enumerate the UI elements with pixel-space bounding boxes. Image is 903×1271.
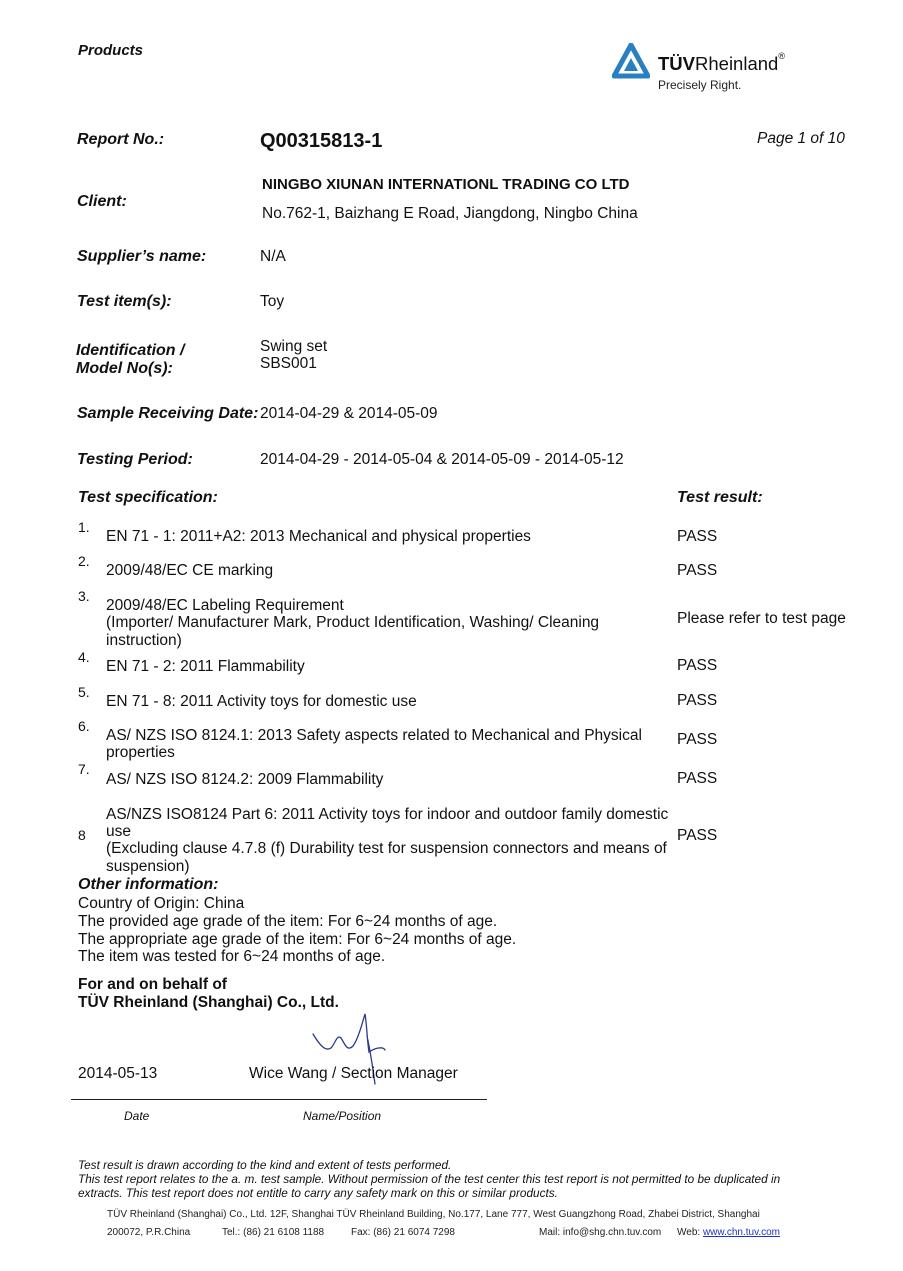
supplier-label: Supplier’s name: bbox=[77, 248, 207, 265]
testing-period-value: 2014-04-29 - 2014-05-04 & 2014-05-09 - 2014-05-12 bbox=[260, 451, 624, 468]
receiving-date-value: 2014-04-29 & 2014-05-09 bbox=[260, 405, 438, 422]
signatory-name-position: Wice Wang / Section Manager bbox=[249, 1065, 458, 1082]
page-indicator: Page 1 of 10 bbox=[757, 130, 845, 147]
spec-row-result: PASS bbox=[677, 770, 718, 787]
footer-tel: Tel.: (86) 21 6108 1188 bbox=[222, 1227, 325, 1238]
testing-period-label: Testing Period: bbox=[77, 451, 193, 468]
company-name: TÜV Rheinland (Shanghai) Co., Ltd. bbox=[78, 994, 339, 1011]
footer-note-line: extracts. This test report does not entitle to carry any safety mark on this or similar products. bbox=[78, 1186, 558, 1200]
signature-date: 2014-05-13 bbox=[78, 1065, 158, 1082]
footer-fax: Fax: (86) 21 6074 7298 bbox=[351, 1227, 455, 1238]
footer-mail: Mail: info@shg.chn.tuv.com bbox=[539, 1227, 662, 1238]
spec-row-text: properties bbox=[106, 744, 175, 761]
client-label: Client: bbox=[77, 193, 127, 210]
spec-row-result: PASS bbox=[677, 562, 718, 579]
spec-row-text: 2009/48/EC CE marking bbox=[106, 562, 274, 579]
other-info-block bbox=[78, 895, 516, 966]
model-no-label: Model No(s): bbox=[76, 360, 173, 377]
footer-web-label: Web: bbox=[677, 1227, 701, 1238]
report-no-label: Report No.: bbox=[77, 131, 165, 148]
spec-row-number: 7. bbox=[78, 761, 90, 777]
footer-note-line: This test report relates to the a. m. test sample. Without permission of the test center this test report is not permitted to be duplicated in bbox=[78, 1172, 781, 1186]
test-result-header: Test result: bbox=[677, 489, 763, 506]
spec-row-text: AS/NZS ISO8124 Part 6: 2011 Activity toys for indoor and outdoor family domestic bbox=[106, 806, 669, 823]
spec-row-text: AS/ NZS ISO 8124.1: 2013 Safety aspects related to Mechanical and Physical bbox=[106, 727, 642, 744]
spec-row-number: 6. bbox=[78, 718, 90, 734]
supplier-value: N/A bbox=[260, 248, 286, 265]
brand-tagline: Precisely Right. bbox=[658, 78, 742, 92]
spec-row-number: 3. bbox=[78, 588, 90, 604]
spec-row-text: EN 71 - 2: 2011 Flammability bbox=[106, 658, 305, 675]
spec-row-text: EN 71 - 8: 2011 Activity toys for domestic use bbox=[106, 693, 417, 710]
spec-row-result: PASS bbox=[677, 827, 718, 844]
identification-label: Identification / bbox=[76, 342, 185, 359]
test-item-label: Test item(s): bbox=[77, 293, 172, 310]
spec-row-number: 5. bbox=[78, 684, 90, 700]
other-info-line: The appropriate age grade of the item: For 6~24 months of age. bbox=[78, 930, 517, 948]
spec-row-result: PASS bbox=[677, 692, 718, 709]
tuv-triangle-icon bbox=[612, 43, 650, 79]
spec-row-text: AS/ NZS ISO 8124.2: 2009 Flammability bbox=[106, 771, 384, 788]
client-name: NINGBO XIUNAN INTERNATIONL TRADING CO LTD bbox=[262, 176, 630, 193]
footer-note-line: Test result is drawn according to the kind and extent of tests performed. bbox=[78, 1158, 452, 1172]
spec-row-text: (Importer/ Manufacturer Mark, Product Identification, Washing/ Cleaning bbox=[106, 614, 600, 631]
spec-row-number: 8 bbox=[78, 827, 86, 843]
footer-web-link[interactable]: www.chn.tuv.com bbox=[702, 1227, 781, 1238]
date-caption: Date bbox=[124, 1109, 150, 1123]
spec-row-result: PASS bbox=[677, 657, 718, 674]
spec-row-text: suspension) bbox=[106, 858, 190, 875]
footer-web bbox=[677, 1227, 780, 1238]
spec-row-result: PASS bbox=[677, 528, 718, 545]
other-info-line: Country of Origin: China bbox=[78, 895, 245, 912]
spec-row-text: EN 71 - 1: 2011+A2: 2013 Mechanical and physical properties bbox=[106, 528, 531, 545]
brand-logo: TÜVRheinland® bbox=[658, 51, 785, 74]
on-behalf-block bbox=[78, 976, 339, 1012]
other-info-line: The provided age grade of the item: For 6~24 months of age. bbox=[78, 912, 498, 930]
on-behalf-line: For and on behalf of bbox=[78, 976, 227, 993]
footer-postcode: 200072, P.R.China bbox=[107, 1227, 191, 1238]
spec-row-result: Please refer to test page bbox=[677, 610, 846, 627]
spec-row-text: use bbox=[106, 823, 131, 840]
report-no-value: Q00315813-1 bbox=[260, 130, 383, 152]
name-position-caption: Name/Position bbox=[303, 1109, 382, 1123]
client-address: No.762-1, Baizhang E Road, Jiangdong, Ningbo China bbox=[262, 205, 638, 222]
test-item-value: Toy bbox=[260, 293, 285, 310]
other-info-label: Other information: bbox=[78, 876, 219, 893]
footer-notes bbox=[78, 1158, 780, 1200]
other-info-line: The item was tested for 6~24 months of age. bbox=[78, 948, 386, 966]
spec-row-result: PASS bbox=[677, 731, 718, 748]
model-no-value: SBS001 bbox=[260, 355, 317, 372]
spec-row-number: 1. bbox=[78, 519, 90, 535]
test-spec-header: Test specification: bbox=[78, 489, 218, 506]
identification-value: Swing set bbox=[260, 338, 328, 355]
spec-row-text: instruction) bbox=[106, 632, 182, 649]
section-title: Products bbox=[78, 42, 144, 59]
receiving-date-label: Sample Receiving Date: bbox=[77, 405, 259, 422]
footer-address: TÜV Rheinland (Shanghai) Co., Ltd. 12F, Shanghai TÜV Rheinland Building, No.177, Lane 777, West Guangzhong Road, Zhabei District, Shanghai bbox=[107, 1209, 760, 1220]
spec-row-text: 2009/48/EC Labeling Requirement bbox=[106, 597, 344, 614]
spec-row-number: 2. bbox=[78, 553, 90, 569]
spec-row-text: (Excluding clause 4.7.8 (f) Durability test for suspension connectors and means of bbox=[106, 840, 667, 857]
spec-row-number: 4. bbox=[78, 649, 90, 665]
signature-divider bbox=[71, 1099, 487, 1100]
